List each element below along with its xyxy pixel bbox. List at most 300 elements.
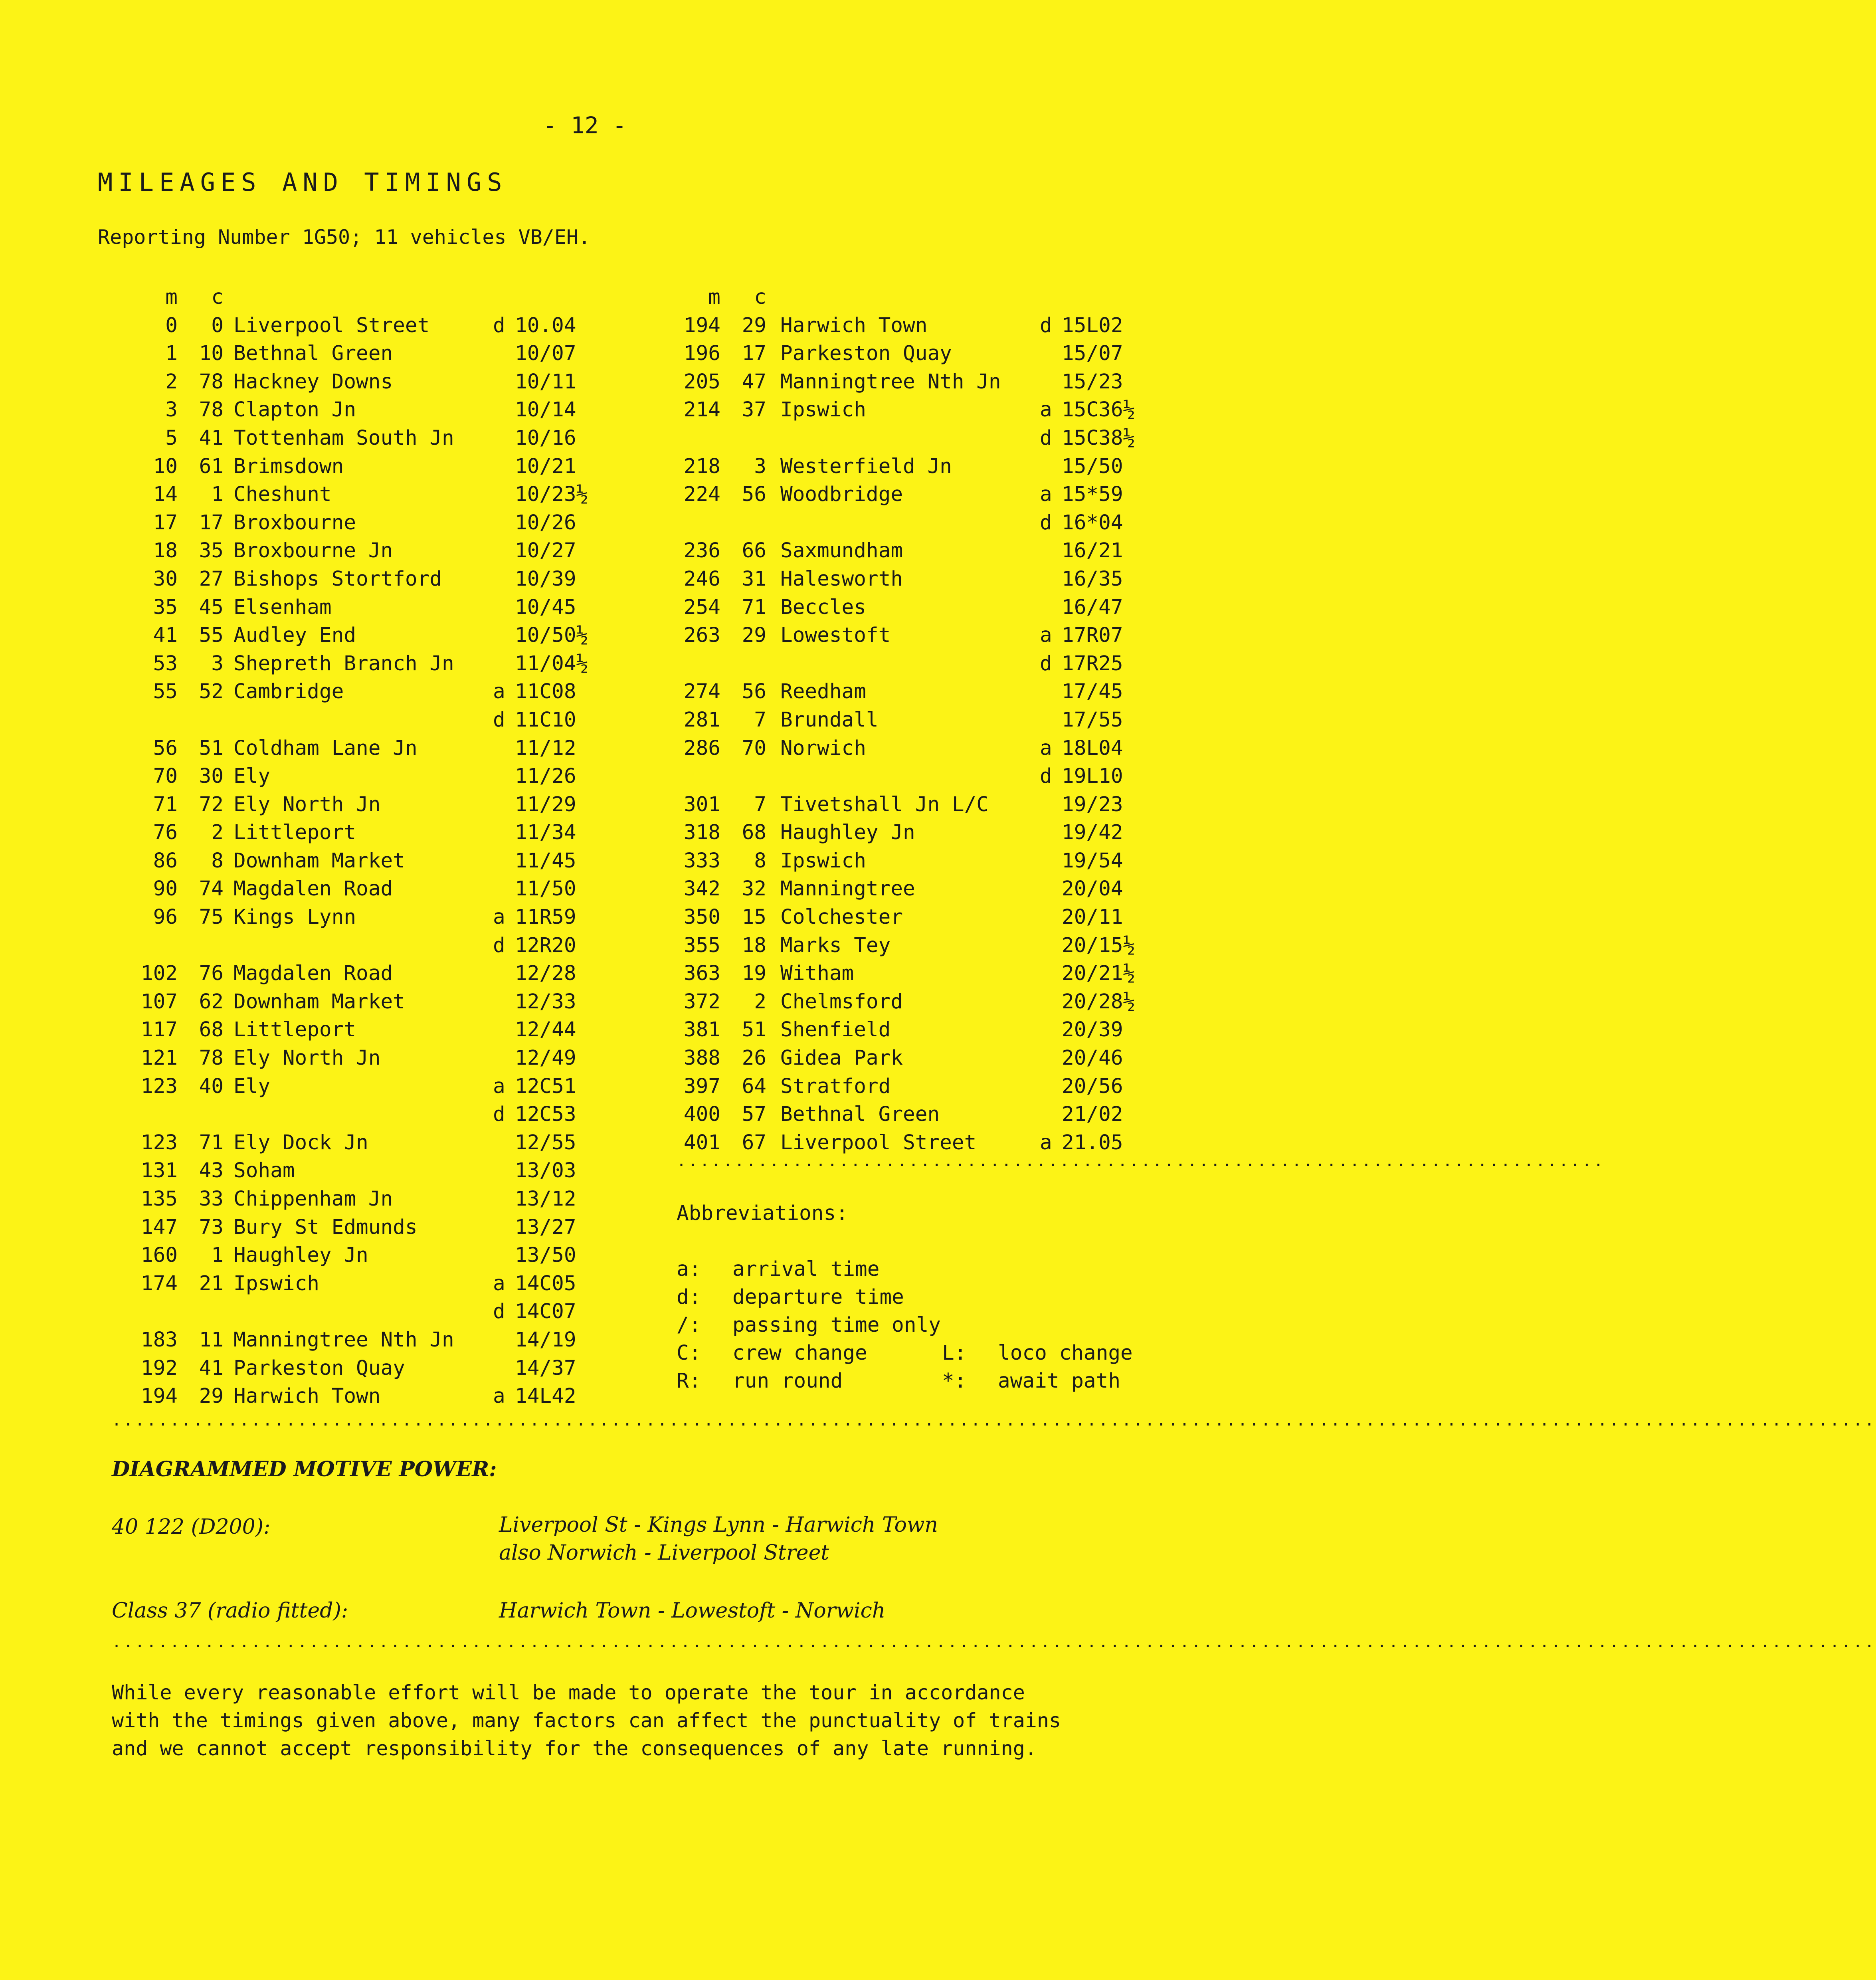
station-cell: Ely North Jn	[234, 792, 381, 816]
timing-row	[122, 847, 576, 875]
miles-cell: 1	[165, 342, 178, 366]
miles-cell: 96	[153, 905, 178, 929]
timing-row	[122, 1214, 576, 1242]
chains-cell: 51	[742, 1018, 766, 1042]
chains-cell: 57	[742, 1103, 766, 1127]
arr-dep-cell: d	[493, 933, 505, 957]
time-cell: 11/29	[515, 792, 576, 816]
timing-row	[675, 340, 1123, 368]
station-cell: Haughley Jn	[234, 1243, 368, 1267]
arr-dep-cell: a	[1040, 624, 1052, 647]
abbreviation-value: run round	[732, 1369, 843, 1393]
motive-power-route-1a: Liverpool St - Kings Lynn - Harwich Town	[499, 1513, 938, 1537]
timing-row	[122, 1157, 576, 1185]
time-cell: 13/50	[515, 1243, 576, 1267]
miles-cell: 381	[683, 1018, 720, 1042]
station-cell: Colchester	[780, 905, 903, 929]
miles-cell: 254	[683, 595, 720, 619]
station-cell: Bethnal Green	[234, 342, 393, 366]
timing-row	[675, 622, 1123, 650]
arr-dep-cell: a	[1040, 1131, 1052, 1154]
chains-cell: 71	[742, 595, 766, 619]
station-cell: Bethnal Green	[780, 1103, 940, 1127]
timing-row	[675, 312, 1123, 340]
chains-cell: 11	[199, 1328, 224, 1352]
miles-cell: 397	[683, 1074, 720, 1098]
miles-cell: 218	[683, 454, 720, 478]
timing-row	[122, 1185, 576, 1214]
timing-row	[675, 762, 1123, 791]
time-cell: 12/44	[515, 1018, 576, 1042]
time-cell: 20/21½	[1062, 962, 1136, 986]
miles-cell: 102	[141, 962, 178, 986]
time-cell: 11C10	[515, 708, 576, 732]
timing-row	[675, 678, 1123, 706]
time-cell: 10/11	[515, 370, 576, 394]
station-cell: Norwich	[780, 736, 866, 760]
chains-cell: 62	[199, 990, 224, 1014]
arr-dep-cell: d	[493, 1300, 505, 1324]
chains-cell: 29	[742, 313, 766, 337]
timing-row	[675, 424, 1136, 453]
station-cell: Tivetshall Jn L/C	[780, 792, 989, 816]
station-cell: Woodbridge	[780, 483, 903, 507]
chains-cell: 66	[742, 539, 766, 563]
time-cell: 15C38½	[1062, 426, 1136, 450]
arr-dep-cell: a	[1040, 398, 1052, 422]
miles-cell: 205	[683, 370, 720, 394]
timing-row	[122, 1241, 576, 1270]
miles-cell: 2	[165, 370, 178, 394]
arr-dep-cell: a	[493, 905, 505, 929]
chains-cell: 56	[742, 483, 766, 507]
station-cell: Downham Market	[234, 990, 405, 1014]
time-cell: 16/21	[1062, 539, 1123, 563]
miles-cell: 0	[165, 313, 178, 337]
timing-row	[122, 1044, 576, 1073]
miles-header: m	[708, 285, 720, 309]
timing-row	[675, 791, 1123, 819]
timing-row	[675, 1044, 1123, 1073]
station-cell: Ipswich	[780, 849, 866, 873]
chains-cell: 78	[199, 370, 224, 394]
timing-row	[675, 1016, 1123, 1044]
time-cell: 14C07	[515, 1300, 576, 1324]
timing-row	[122, 594, 576, 622]
motive-power-loco-2: Class 37 (radio fitted):	[112, 1599, 348, 1623]
motive-power-heading: DIAGRAMMED MOTIVE POWER:	[112, 1457, 497, 1481]
chains-cell: 47	[742, 370, 766, 394]
timing-row	[122, 706, 576, 735]
miles-cell: 183	[141, 1328, 178, 1352]
time-cell: 17R07	[1062, 624, 1123, 647]
time-cell: 15/50	[1062, 454, 1123, 478]
abbreviation-key: a:	[677, 1257, 701, 1281]
timing-row	[122, 1382, 576, 1411]
miles-cell: 333	[683, 849, 720, 873]
time-cell: 15L02	[1062, 313, 1123, 337]
time-cell: 12R20	[515, 933, 576, 957]
timing-row	[122, 565, 576, 594]
station-cell: Cambridge	[234, 680, 344, 704]
time-cell: 10/21	[515, 454, 576, 478]
chains-cell: 17	[742, 342, 766, 366]
miles-cell: 342	[683, 877, 720, 901]
miles-header: m	[165, 285, 178, 309]
timing-row	[122, 650, 589, 678]
chains-cell: 27	[199, 567, 224, 591]
station-cell: Downham Market	[234, 849, 405, 873]
station-cell: Reedham	[780, 680, 866, 704]
abbreviation-value: passing time only	[732, 1313, 941, 1337]
timing-row	[122, 735, 576, 763]
miles-cell: 18	[153, 539, 178, 563]
miles-cell: 41	[153, 624, 178, 647]
chains-cell: 8	[754, 849, 766, 873]
chains-cell: 30	[199, 764, 224, 788]
station-cell: Marks Tey	[780, 933, 891, 957]
station-cell: Shepreth Branch Jn	[234, 651, 454, 675]
arr-dep-cell: a	[493, 1074, 505, 1098]
station-cell: Kings Lynn	[234, 905, 356, 929]
station-cell: Chippenham Jn	[234, 1187, 393, 1211]
miles-cell: 56	[153, 736, 178, 760]
time-cell: 14C05	[515, 1271, 576, 1295]
time-cell: 19/23	[1062, 792, 1123, 816]
time-cell: 10/27	[515, 539, 576, 563]
time-cell: 11/26	[515, 764, 576, 788]
timing-row	[675, 650, 1123, 678]
time-cell: 10.04	[515, 313, 576, 337]
miles-cell: 90	[153, 877, 178, 901]
miles-cell: 355	[683, 933, 720, 957]
chains-cell: 31	[742, 567, 766, 591]
table-header	[675, 283, 766, 312]
miles-cell: 135	[141, 1187, 178, 1211]
station-cell: Magdalen Road	[234, 962, 393, 986]
abbreviation-value: await path	[998, 1369, 1121, 1393]
abbreviation-value: departure time	[732, 1285, 904, 1309]
page-number: - 12 -	[543, 112, 627, 139]
miles-cell: 121	[141, 1046, 178, 1070]
chains-cell: 67	[742, 1131, 766, 1154]
miles-cell: 53	[153, 651, 178, 675]
arr-dep-cell: a	[1040, 736, 1052, 760]
timing-row	[122, 1101, 576, 1129]
timing-row	[675, 453, 1123, 481]
timing-row	[675, 368, 1123, 396]
timing-row	[122, 1016, 576, 1044]
chains-cell: 76	[199, 962, 224, 986]
timing-row	[122, 875, 576, 903]
miles-cell: 192	[141, 1356, 178, 1380]
miles-cell: 86	[153, 849, 178, 873]
station-cell: Harwich Town	[234, 1384, 381, 1408]
station-cell: Clapton Jn	[234, 398, 356, 422]
abbreviation-key: R:	[677, 1369, 701, 1393]
miles-cell: 123	[141, 1074, 178, 1098]
abbreviation-key: *:	[942, 1369, 967, 1393]
timing-row	[675, 932, 1136, 960]
timing-row	[122, 1354, 576, 1383]
chains-cell: 29	[199, 1384, 224, 1408]
station-cell: Shenfield	[780, 1018, 891, 1042]
motive-power-loco-1: 40 122 (D200):	[112, 1515, 271, 1539]
miles-cell: 400	[683, 1103, 720, 1127]
miles-cell: 236	[683, 539, 720, 563]
chains-cell: 40	[199, 1074, 224, 1098]
chains-cell: 51	[199, 736, 224, 760]
time-cell: 12/33	[515, 990, 576, 1014]
timing-row	[675, 481, 1123, 509]
miles-cell: 76	[153, 821, 178, 845]
miles-cell: 17	[153, 511, 178, 535]
timing-row	[675, 706, 1123, 735]
station-cell: Ely	[234, 1074, 271, 1098]
time-cell: 10/23½	[515, 483, 589, 507]
chains-cell: 29	[742, 624, 766, 647]
timing-row	[122, 988, 576, 1016]
station-cell: Ipswich	[780, 398, 866, 422]
time-cell: 20/04	[1062, 877, 1123, 901]
station-cell: Parkeston Quay	[780, 342, 952, 366]
time-cell: 20/15½	[1062, 933, 1136, 957]
timing-row	[675, 988, 1136, 1016]
time-cell: 10/45	[515, 595, 576, 619]
timing-row	[122, 1270, 576, 1298]
miles-cell: 70	[153, 764, 178, 788]
motive-power-route-2: Harwich Town - Lowestoft - Norwich	[499, 1599, 886, 1623]
miles-cell: 10	[153, 454, 178, 478]
miles-cell: 263	[683, 624, 720, 647]
timing-row	[122, 932, 576, 960]
abbreviation-key: L:	[942, 1341, 967, 1365]
time-cell: 14/19	[515, 1328, 576, 1352]
timing-row	[122, 622, 589, 650]
station-cell: Bishops Stortford	[234, 567, 442, 591]
time-cell: 13/03	[515, 1159, 576, 1183]
station-cell: Manningtree Nth Jn	[780, 370, 1001, 394]
time-cell: 15/23	[1062, 370, 1123, 394]
chains-cell: 78	[199, 398, 224, 422]
chains-cell: 15	[742, 905, 766, 929]
chains-cell: 2	[754, 990, 766, 1014]
miles-cell: 388	[683, 1046, 720, 1070]
chains-cell: 2	[211, 821, 224, 845]
arr-dep-cell: d	[1040, 651, 1052, 675]
timing-row	[122, 424, 576, 453]
time-cell: 11/04½	[515, 651, 589, 675]
motive-power-route-1b: also Norwich - Liverpool Street	[499, 1541, 829, 1565]
timing-row	[122, 1073, 576, 1101]
miles-cell: 196	[683, 342, 720, 366]
miles-cell: 147	[141, 1215, 178, 1239]
miles-cell: 131	[141, 1159, 178, 1183]
time-cell: 21.05	[1062, 1131, 1123, 1154]
miles-cell: 55	[153, 680, 178, 704]
chains-cell: 75	[199, 905, 224, 929]
miles-cell: 71	[153, 792, 178, 816]
timing-row	[675, 819, 1123, 847]
chains-header: c	[754, 285, 766, 309]
arr-dep-cell: d	[1040, 313, 1052, 337]
time-cell: 13/12	[515, 1187, 576, 1211]
time-cell: 15C36½	[1062, 398, 1136, 422]
chains-cell: 64	[742, 1074, 766, 1098]
dotted-divider: ........................................................................................................................................................	[112, 1411, 1876, 1430]
disclaimer-line: with the timings given above, many factors can affect the punctuality of trains	[112, 1709, 1061, 1732]
chains-cell: 32	[742, 877, 766, 901]
miles-cell: 350	[683, 905, 720, 929]
station-cell: Westerfield Jn	[780, 454, 952, 478]
dotted-divider: ................................................................................	[677, 1152, 1605, 1170]
chains-cell: 61	[199, 454, 224, 478]
chains-cell: 52	[199, 680, 224, 704]
miles-cell: 301	[683, 792, 720, 816]
station-cell: Brundall	[780, 708, 879, 732]
chains-cell: 72	[199, 792, 224, 816]
station-cell: Broxbourne Jn	[234, 539, 393, 563]
chains-cell: 41	[199, 426, 224, 450]
time-cell: 19/54	[1062, 849, 1123, 873]
time-cell: 19/42	[1062, 821, 1123, 845]
time-cell: 10/26	[515, 511, 576, 535]
miles-cell: 281	[683, 708, 720, 732]
time-cell: 11/34	[515, 821, 576, 845]
arr-dep-cell: d	[1040, 511, 1052, 535]
timing-row	[122, 678, 576, 706]
timing-row	[675, 960, 1136, 988]
miles-cell: 117	[141, 1018, 178, 1042]
time-cell: 20/56	[1062, 1074, 1123, 1098]
chains-cell: 17	[199, 511, 224, 535]
station-cell: Audley End	[234, 624, 356, 647]
chains-cell: 1	[211, 483, 224, 507]
chains-cell: 3	[754, 454, 766, 478]
timing-row	[675, 903, 1123, 932]
timing-row	[122, 312, 576, 340]
time-cell: 16*04	[1062, 511, 1123, 535]
miles-cell: 35	[153, 595, 178, 619]
time-cell: 16/47	[1062, 595, 1123, 619]
station-cell: Brimsdown	[234, 454, 344, 478]
time-cell: 20/11	[1062, 905, 1123, 929]
station-cell: Ely	[234, 764, 271, 788]
disclaimer-line: and we cannot accept responsibility for the consequences of any late running.	[112, 1737, 1037, 1760]
station-cell: Ely Dock Jn	[234, 1131, 368, 1154]
miles-cell: 3	[165, 398, 178, 422]
time-cell: 17/55	[1062, 708, 1123, 732]
timing-row	[675, 1101, 1123, 1129]
chains-cell: 71	[199, 1131, 224, 1154]
station-cell: Parkeston Quay	[234, 1356, 405, 1380]
time-cell: 12C51	[515, 1074, 576, 1098]
chains-cell: 43	[199, 1159, 224, 1183]
dotted-divider: ........................................................................................................................................................	[112, 1633, 1876, 1651]
timing-row	[675, 875, 1123, 903]
station-cell: Gidea Park	[780, 1046, 903, 1070]
time-cell: 12/55	[515, 1131, 576, 1154]
miles-cell: 107	[141, 990, 178, 1014]
time-cell: 13/27	[515, 1215, 576, 1239]
abbreviations-title: Abbreviations:	[677, 1202, 848, 1225]
station-cell: Harwich Town	[780, 313, 928, 337]
chains-cell: 1	[211, 1243, 224, 1267]
timing-row	[675, 537, 1123, 565]
timing-row	[675, 847, 1123, 875]
station-cell: Halesworth	[780, 567, 903, 591]
time-cell: 12C53	[515, 1103, 576, 1127]
arr-dep-cell: a	[1040, 483, 1052, 507]
arr-dep-cell: d	[1040, 764, 1052, 788]
time-cell: 20/28½	[1062, 990, 1136, 1014]
timing-row	[122, 791, 576, 819]
table-header	[122, 283, 224, 312]
timing-row	[122, 509, 576, 537]
station-cell: Tottenham South Jn	[234, 426, 454, 450]
chains-cell: 8	[211, 849, 224, 873]
station-cell: Ely North Jn	[234, 1046, 381, 1070]
abbreviation-key: /:	[677, 1313, 701, 1337]
station-cell: Hackney Downs	[234, 370, 393, 394]
abbreviation-value: loco change	[998, 1341, 1133, 1365]
arr-dep-cell: d	[493, 313, 505, 337]
station-cell: Magdalen Road	[234, 877, 393, 901]
time-cell: 12/49	[515, 1046, 576, 1070]
station-cell: Manningtree	[780, 877, 915, 901]
chains-cell: 18	[742, 933, 766, 957]
arr-dep-cell: d	[493, 708, 505, 732]
time-cell: 10/39	[515, 567, 576, 591]
chains-cell: 26	[742, 1046, 766, 1070]
station-cell: Manningtree Nth Jn	[234, 1328, 454, 1352]
timing-table-left	[122, 283, 589, 1411]
miles-cell: 246	[683, 567, 720, 591]
time-cell: 10/14	[515, 398, 576, 422]
station-cell: Littleport	[234, 1018, 356, 1042]
time-cell: 11/45	[515, 849, 576, 873]
station-cell: Beccles	[780, 595, 866, 619]
chains-cell: 74	[199, 877, 224, 901]
timing-row	[122, 1298, 576, 1326]
chains-cell: 56	[742, 680, 766, 704]
chains-cell: 41	[199, 1356, 224, 1380]
miles-cell: 30	[153, 567, 178, 591]
time-cell: 16/35	[1062, 567, 1123, 591]
disclaimer	[112, 1679, 1166, 1762]
timing-row	[675, 565, 1123, 594]
station-cell: Ipswich	[234, 1271, 319, 1295]
chains-cell: 68	[742, 821, 766, 845]
abbreviation-key: C:	[677, 1341, 701, 1365]
arr-dep-cell: a	[493, 680, 505, 704]
timing-row	[675, 1073, 1123, 1101]
station-cell: Bury St Edmunds	[234, 1215, 418, 1239]
time-cell: 11/12	[515, 736, 576, 760]
station-cell: Cheshunt	[234, 483, 332, 507]
miles-cell: 174	[141, 1271, 178, 1295]
timing-row	[122, 1326, 576, 1354]
timing-row	[122, 762, 576, 791]
arr-dep-cell: d	[1040, 426, 1052, 450]
time-cell: 11R59	[515, 905, 576, 929]
station-cell: Lowestoft	[780, 624, 891, 647]
chains-cell: 19	[742, 962, 766, 986]
time-cell: 15/07	[1062, 342, 1123, 366]
reporting-number: Reporting Number 1G50; 11 vehicles VB/EH.	[98, 226, 591, 249]
time-cell: 14/37	[515, 1356, 576, 1380]
miles-cell: 372	[683, 990, 720, 1014]
